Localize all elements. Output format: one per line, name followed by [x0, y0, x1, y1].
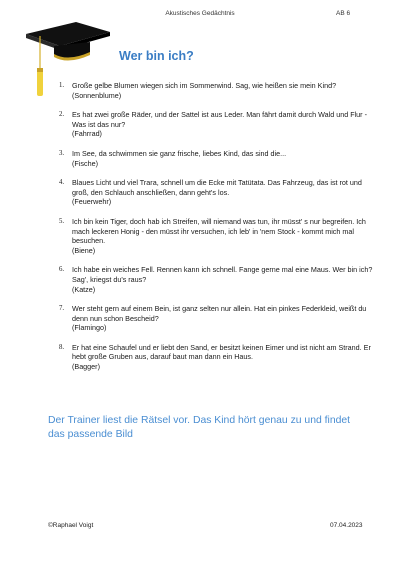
riddle-body: [72, 149, 378, 168]
riddle-item: [48, 110, 378, 139]
riddle-item: [48, 178, 378, 207]
riddle-number: 6.: [59, 266, 65, 274]
instruction-text: Der Trainer liest die Rätsel vor. Das Kind hört genau zu und findet das passende Bild: [48, 415, 351, 440]
riddle-item: [48, 81, 378, 100]
riddle-item: [48, 149, 378, 168]
riddle-item: [48, 265, 378, 294]
riddle-number: 5.: [59, 217, 65, 225]
riddle-text: Große gelbe Blumen wiegen sich im Sommerwind. Sag, wie heißen sie mein Kind?: [72, 81, 337, 90]
page-title: Wer bin ich?: [119, 49, 194, 63]
riddle-list: [48, 81, 378, 372]
riddle-number: 8.: [59, 343, 65, 351]
riddle-text: Blaues Licht und viel Trara, schnell um die Ecke mit Tatütata. Das Fahrzeug, das ist rot und groß, den Schlauch anschließen, dann geht's los.: [72, 178, 362, 197]
riddle-body: [72, 81, 378, 100]
riddle-answer: (Fische): [72, 158, 98, 168]
riddle-text: Im See, da schwimmen sie ganz frische, liebes Kind, das sind die...: [72, 148, 287, 158]
riddle-item: [48, 304, 378, 333]
riddle-number: 2.: [59, 111, 65, 119]
riddle-answer: (Fahrrad): [72, 129, 102, 139]
riddle-number: 1.: [59, 82, 65, 89]
header-subject: Akustisches Gedächtnis: [165, 10, 235, 17]
riddle-item: [48, 343, 378, 372]
riddle-answer: (Biene): [72, 245, 96, 255]
riddle-answer: (Katze): [72, 284, 96, 294]
riddle-text: Ich habe ein weiches Fell. Rennen kann ich schnell. Fange gerne mal eine Maus. Wer bin ich? Sag', kriegst du's raus?: [72, 265, 373, 284]
riddle-body: [72, 217, 378, 255]
riddle-text: Er hat eine Schaufel und er liebt den Sand, er besitzt keinen Eimer und ist nicht am Strand. Er hebt große Gruben aus, darauf baut man dann ein Haus.: [72, 342, 371, 362]
riddle-answer: (Sonnenblume): [72, 90, 122, 100]
riddle-answer: (Feuerwehr): [72, 197, 112, 207]
riddle-number: 4.: [59, 179, 65, 187]
riddle-item: [48, 217, 378, 255]
riddle-answer: (Flamingo): [72, 323, 107, 333]
riddle-text: Es hat zwei große Räder, und der Sattel ist aus Leder. Man fährt damit durch Wald und Flur - Was ist das nur?: [72, 110, 367, 129]
riddle-body: [72, 304, 378, 333]
riddle-text: Wer steht gern auf einem Bein, ist ganz selten nur allein. Hat ein pinkes Federkleid, weißt du denn nun schon Bescheid?: [72, 304, 367, 323]
riddle-text: Ich bin kein Tiger, doch hab ich Streifen, will niemand was tun, ihr müsst' s nur begreifen. Ich mach leckeren Honig - den müsst ihr versuchen, ich leb' in 'nem Stock - kommt mich mal besuchen.: [72, 216, 366, 246]
riddle-body: [72, 343, 378, 372]
riddle-number: 3.: [59, 149, 65, 157]
riddle-body: [72, 265, 378, 294]
riddle-body: [72, 110, 378, 139]
footer-date: 07.04.2023: [330, 522, 363, 529]
riddle-number: 7.: [59, 305, 65, 313]
riddle-body: [72, 178, 378, 207]
header-sheet-number: AB 6: [336, 10, 351, 17]
footer-author: ©Raphael Voigt: [48, 522, 94, 529]
riddle-answer: (Bagger): [72, 362, 100, 372]
